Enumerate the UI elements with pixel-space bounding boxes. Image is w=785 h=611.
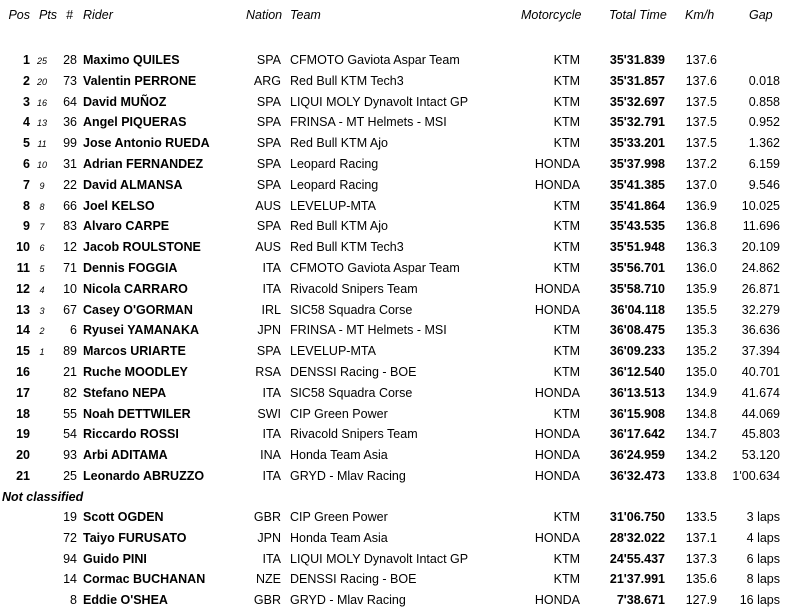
result-row [0, 133, 785, 154]
result-row [0, 549, 785, 570]
motorcycle-cell: KTM [553, 323, 580, 338]
result-row [0, 383, 785, 404]
team-cell: CIP Green Power [290, 406, 388, 421]
team-cell: Red Bull KTM Ajo [290, 136, 388, 151]
gap-cell: 1.362 [748, 136, 780, 151]
position-cell: 11 [16, 261, 30, 275]
kmh-cell: 137.6 [685, 53, 717, 67]
result-row [0, 175, 785, 196]
nation-cell: IRL [261, 302, 281, 317]
nation-cell: ITA [262, 261, 281, 275]
points-cell: 25 [36, 56, 47, 66]
nation-cell: AUS [255, 240, 281, 255]
nation-cell: ITA [262, 469, 281, 483]
gap-cell: 4 laps [746, 530, 780, 545]
result-row [0, 92, 785, 113]
gap-cell: 6.159 [748, 157, 780, 171]
nation-cell: RSA [255, 365, 281, 379]
header-kmh: Km/h [685, 8, 715, 22]
result-row [0, 445, 785, 466]
position-cell: 2 [23, 73, 30, 88]
total-time-cell: 35'37.998 [609, 157, 665, 171]
motorcycle-cell: HONDA [534, 385, 580, 400]
team-cell: GRYD - Mlav Racing [290, 593, 406, 608]
gap-cell: 9.546 [748, 177, 780, 192]
motorcycle-cell: KTM [553, 365, 580, 379]
gap-cell: 44.069 [741, 406, 780, 421]
nation-cell: JPN [257, 323, 281, 338]
kmh-cell: 135.5 [685, 302, 717, 317]
points-cell: 1 [39, 347, 45, 358]
position-cell: 6 [23, 157, 30, 171]
gap-cell: 8 laps [746, 572, 780, 587]
gap-cell: 40.701 [741, 365, 780, 379]
total-time-cell: 36'09.233 [609, 344, 665, 359]
rider-cell: Stefano NEPA [83, 385, 167, 400]
points-cell: 7 [39, 222, 45, 233]
rider-cell: Dennis FOGGIA [83, 261, 178, 275]
nation-cell: AUS [255, 198, 281, 213]
motorcycle-cell: HONDA [534, 427, 580, 442]
nation-cell: ARG [253, 73, 281, 88]
rider-cell: Casey O'GORMAN [83, 302, 193, 317]
rider-cell: Ryusei YAMANAKA [83, 323, 200, 338]
team-cell: LIQUI MOLY Dynavolt Intact GP [290, 551, 469, 566]
result-row [0, 362, 785, 383]
results-header [0, 4, 785, 26]
team-cell: Honda Team Asia [290, 530, 388, 545]
result-row [0, 300, 785, 321]
motorcycle-cell: KTM [553, 551, 580, 566]
total-time-cell: 36'17.642 [609, 427, 665, 442]
result-row [0, 71, 785, 92]
motorcycle-cell: KTM [553, 94, 580, 109]
motorcycle-cell: KTM [553, 136, 580, 151]
kmh-cell: 133.8 [685, 469, 717, 483]
total-time-cell: 36'32.473 [609, 469, 665, 483]
total-time-cell: 35'31.857 [609, 73, 665, 88]
team-cell: Rivacold Snipers Team [290, 427, 418, 442]
number-cell: 31 [63, 157, 77, 171]
total-time-cell: 36'08.475 [609, 323, 665, 338]
gap-cell: 16 laps [739, 593, 780, 608]
kmh-cell: 137.3 [685, 551, 717, 566]
result-row [0, 258, 785, 279]
position-cell: 17 [16, 385, 30, 400]
result-row [0, 112, 785, 133]
kmh-cell: 127.9 [685, 593, 717, 608]
number-cell: 64 [63, 94, 77, 109]
rider-cell: Scott OGDEN [83, 510, 164, 524]
kmh-cell: 137.5 [685, 136, 717, 151]
gap-cell: 6 laps [746, 551, 780, 566]
kmh-cell: 134.9 [685, 385, 717, 400]
team-cell: DENSSI Racing - BOE [290, 572, 417, 587]
gap-cell: 41.674 [741, 385, 780, 400]
team-cell: Honda Team Asia [290, 448, 388, 463]
number-cell: 25 [63, 469, 77, 483]
kmh-cell: 137.0 [685, 177, 717, 192]
position-cell: 7 [23, 177, 30, 192]
nation-cell: SPA [256, 219, 281, 234]
kmh-cell: 135.6 [685, 572, 717, 587]
total-time-cell: 28'32.022 [609, 530, 665, 545]
number-cell: 22 [63, 177, 77, 192]
gap-cell: 26.871 [741, 281, 780, 296]
nation-cell: SPA [256, 115, 281, 130]
kmh-cell: 137.5 [685, 94, 717, 109]
number-cell: 21 [63, 365, 77, 379]
position-cell: 15 [16, 344, 30, 359]
kmh-cell: 137.5 [685, 115, 717, 130]
header-gap: Gap [749, 8, 773, 22]
rider-cell: Jose Antonio RUEDA [83, 136, 210, 151]
nation-cell: ITA [262, 281, 281, 296]
nation-cell: ITA [262, 385, 281, 400]
nation-cell: JPN [257, 530, 281, 545]
motorcycle-cell: KTM [553, 115, 580, 130]
motorcycle-cell: KTM [553, 344, 580, 359]
rider-cell: Eddie O'SHEA [83, 593, 168, 608]
points-cell: 11 [37, 139, 47, 150]
rider-cell: Adrian FERNANDEZ [83, 157, 204, 171]
position-cell: 20 [16, 448, 30, 463]
motorcycle-cell: HONDA [534, 593, 580, 608]
team-cell: SIC58 Squadra Corse [290, 385, 413, 400]
result-row [0, 404, 785, 425]
position-cell: 18 [16, 406, 30, 421]
total-time-cell: 36'13.513 [609, 385, 665, 400]
gap-cell: 24.862 [741, 261, 780, 275]
nation-cell: SPA [256, 344, 281, 359]
total-time-cell: 24'55.437 [609, 551, 665, 566]
team-cell: Red Bull KTM Ajo [290, 219, 388, 234]
rider-cell: Riccardo ROSSI [83, 427, 179, 442]
number-cell: 73 [63, 73, 77, 88]
points-cell: 10 [36, 160, 47, 170]
motorcycle-cell: HONDA [534, 302, 580, 317]
number-cell: 99 [63, 136, 77, 151]
points-cell: 9 [39, 180, 45, 191]
team-cell: Red Bull KTM Tech3 [290, 73, 404, 88]
motorcycle-cell: KTM [553, 572, 580, 587]
rider-cell: David MUÑOZ [83, 94, 167, 109]
motorcycle-cell: KTM [553, 240, 580, 255]
points-cell: 13 [36, 118, 47, 129]
nation-cell: SPA [256, 53, 281, 67]
total-time-cell: 35'43.535 [609, 219, 665, 234]
team-cell: CIP Green Power [290, 510, 388, 524]
kmh-cell: 135.3 [685, 323, 717, 338]
rider-cell: Alvaro CARPE [83, 219, 170, 234]
result-row [0, 507, 785, 528]
position-cell: 4 [23, 115, 30, 130]
team-cell: Leopard Racing [290, 177, 379, 192]
total-time-cell: 21'37.991 [609, 572, 665, 587]
result-row [0, 279, 785, 300]
nation-cell: ITA [262, 551, 281, 566]
position-cell: 9 [23, 219, 30, 234]
result-row [0, 424, 785, 445]
kmh-cell: 137.2 [685, 157, 717, 171]
motorcycle-cell: KTM [553, 198, 580, 213]
header-pts: Pts [39, 8, 58, 22]
position-cell: 5 [23, 136, 30, 151]
position-cell: 19 [16, 427, 30, 442]
kmh-cell: 135.0 [685, 365, 717, 379]
kmh-cell: 137.6 [685, 73, 717, 88]
points-cell: 8 [39, 201, 45, 212]
motorcycle-cell: KTM [553, 261, 580, 275]
team-cell: Rivacold Snipers Team [290, 281, 418, 296]
position-cell: 8 [23, 198, 30, 213]
total-time-cell: 35'32.697 [609, 94, 665, 109]
points-cell: 2 [39, 326, 45, 337]
total-time-cell: 35'58.710 [609, 281, 665, 296]
team-cell: LEVELUP-MTA [290, 344, 376, 359]
nation-cell: GBR [253, 593, 281, 608]
rider-cell: Nicola CARRARO [83, 281, 188, 296]
total-time-cell: 31'06.750 [609, 510, 665, 524]
rider-cell: Angel PIQUERAS [83, 115, 187, 130]
total-time-cell: 35'56.701 [609, 261, 665, 275]
total-time-cell: 35'33.201 [609, 136, 665, 151]
kmh-cell: 136.0 [685, 261, 717, 275]
gap-cell: 32.279 [741, 302, 780, 317]
nation-cell: SPA [256, 177, 281, 192]
result-row [0, 320, 785, 341]
rider-cell: Taiyo FURUSATO [83, 530, 187, 545]
kmh-cell: 136.3 [685, 240, 717, 255]
rider-cell: Ruche MOODLEY [83, 365, 188, 379]
header-number: # [66, 8, 73, 22]
kmh-cell: 135.9 [685, 281, 717, 296]
gap-cell: 11.696 [742, 219, 780, 234]
total-time-cell: 36'04.118 [610, 302, 665, 317]
team-cell: LEVELUP-MTA [290, 198, 376, 213]
nation-cell: SWI [257, 406, 281, 421]
nation-cell: SPA [256, 157, 281, 171]
rider-cell: Jacob ROULSTONE [83, 240, 201, 255]
kmh-cell: 137.1 [685, 530, 717, 545]
number-cell: 66 [63, 198, 77, 213]
number-cell: 36 [63, 115, 77, 130]
points-cell: 3 [39, 305, 45, 316]
nation-cell: SPA [256, 94, 281, 109]
team-cell: LIQUI MOLY Dynavolt Intact GP [290, 94, 469, 109]
number-cell: 19 [63, 510, 77, 524]
result-row [0, 196, 785, 217]
total-time-cell: 36'24.959 [609, 448, 665, 463]
number-cell: 71 [63, 261, 77, 275]
header-pos: Pos [8, 8, 30, 22]
kmh-cell: 136.9 [685, 198, 717, 213]
header-team: Team [290, 8, 321, 22]
number-cell: 28 [63, 53, 77, 67]
header-nation: Nation [246, 8, 283, 22]
rider-cell: Noah DETTWILER [83, 406, 191, 421]
rider-cell: David ALMANSA [83, 177, 183, 192]
team-cell: Red Bull KTM Tech3 [290, 240, 404, 255]
kmh-cell: 135.2 [685, 344, 717, 359]
gap-cell: 45.803 [741, 427, 780, 442]
team-cell: Leopard Racing [290, 157, 379, 171]
points-cell: 4 [39, 284, 45, 295]
number-cell: 54 [63, 427, 77, 442]
rider-cell: Valentin PERRONE [83, 73, 197, 88]
position-cell: 12 [16, 281, 30, 296]
motorcycle-cell: KTM [553, 510, 580, 524]
nation-cell: SPA [256, 136, 281, 151]
total-time-cell: 35'32.791 [609, 115, 665, 130]
position-cell: 1 [23, 53, 30, 67]
number-cell: 8 [70, 593, 77, 608]
result-row [0, 216, 785, 237]
position-cell: 3 [23, 94, 30, 109]
position-cell: 14 [16, 323, 30, 338]
gap-cell: 36.636 [741, 323, 780, 338]
result-row [0, 341, 785, 362]
position-cell: 13 [16, 302, 30, 317]
number-cell: 55 [63, 406, 77, 421]
nation-cell: ITA [262, 427, 281, 442]
total-time-cell: 36'12.540 [609, 365, 665, 379]
kmh-cell: 134.2 [685, 448, 717, 463]
team-cell: DENSSI Racing - BOE [290, 365, 417, 379]
points-cell: 16 [36, 97, 47, 108]
result-row [0, 528, 785, 549]
gap-cell: 0.952 [748, 115, 780, 130]
position-cell: 10 [16, 240, 30, 255]
result-row [0, 569, 785, 590]
number-cell: 10 [63, 281, 77, 296]
result-row [0, 237, 785, 258]
rider-cell: Cormac BUCHANAN [83, 572, 206, 587]
gap-cell: 3 laps [746, 510, 780, 524]
rider-cell: Joel KELSO [83, 198, 155, 213]
total-time-cell: 35'51.948 [609, 240, 665, 255]
number-cell: 82 [63, 385, 77, 400]
motorcycle-cell: HONDA [534, 281, 580, 296]
nation-cell: INA [260, 448, 281, 463]
number-cell: 67 [63, 302, 77, 317]
motorcycle-cell: HONDA [534, 469, 580, 483]
gap-cell: 0.858 [748, 94, 780, 109]
number-cell: 72 [63, 530, 77, 545]
result-row [0, 154, 785, 175]
total-time-cell: 35'41.385 [609, 177, 665, 192]
rider-cell: Marcos URIARTE [83, 344, 186, 359]
gap-cell: 20.109 [741, 240, 780, 255]
points-cell: 5 [39, 264, 45, 274]
team-cell: FRINSA - MT Helmets - MSI [290, 323, 447, 338]
rider-cell: Guido PINI [83, 551, 147, 566]
points-cell: 6 [39, 243, 45, 254]
motorcycle-cell: KTM [553, 53, 580, 67]
nation-cell: GBR [253, 510, 281, 524]
gap-cell: 53.120 [741, 448, 780, 463]
kmh-cell: 136.8 [685, 219, 717, 234]
number-cell: 14 [63, 572, 77, 587]
header-rider: Rider [83, 8, 113, 22]
number-cell: 12 [63, 240, 77, 255]
motorcycle-cell: KTM [553, 219, 580, 234]
total-time-cell: 36'15.908 [609, 406, 665, 421]
gap-cell: 0.018 [748, 73, 780, 88]
team-cell: FRINSA - MT Helmets - MSI [290, 115, 447, 130]
motorcycle-cell: HONDA [534, 177, 580, 192]
kmh-cell: 134.8 [685, 406, 717, 421]
team-cell: CFMOTO Gaviota Aspar Team [290, 261, 460, 275]
result-row [0, 466, 785, 487]
motorcycle-cell: HONDA [534, 157, 580, 171]
number-cell: 6 [70, 323, 77, 338]
motorcycle-cell: HONDA [534, 530, 580, 545]
gap-cell: 37.394 [741, 344, 780, 359]
number-cell: 83 [63, 219, 77, 234]
team-cell: SIC58 Squadra Corse [290, 302, 413, 317]
header-total-time: Total Time [609, 8, 667, 22]
header-motorcycle: Motorcycle [521, 8, 582, 22]
total-time-cell: 35'31.839 [609, 53, 665, 67]
rider-cell: Arbi ADITAMA [83, 448, 168, 463]
not-classified-heading: Not classified [2, 490, 84, 504]
position-cell: 21 [16, 469, 30, 483]
team-cell: GRYD - Mlav Racing [290, 469, 406, 483]
gap-cell: 10.025 [741, 198, 780, 213]
number-cell: 89 [63, 344, 77, 359]
number-cell: 93 [63, 448, 77, 463]
motorcycle-cell: HONDA [534, 448, 580, 463]
team-cell: CFMOTO Gaviota Aspar Team [290, 53, 460, 67]
points-cell: 20 [36, 76, 47, 87]
nation-cell: NZE [256, 572, 281, 587]
motorcycle-cell: KTM [553, 406, 580, 421]
rider-cell: Maximo QUILES [83, 53, 180, 67]
gap-cell: 1'00.634 [732, 469, 780, 483]
position-cell: 16 [16, 365, 30, 379]
kmh-cell: 133.5 [685, 510, 717, 524]
total-time-cell: 35'41.864 [609, 198, 665, 213]
kmh-cell: 134.7 [685, 427, 717, 442]
rider-cell: Leonardo ABRUZZO [83, 469, 205, 483]
motorcycle-cell: KTM [553, 73, 580, 88]
total-time-cell: 7'38.671 [616, 593, 665, 608]
result-row [0, 50, 785, 71]
number-cell: 94 [63, 551, 77, 566]
